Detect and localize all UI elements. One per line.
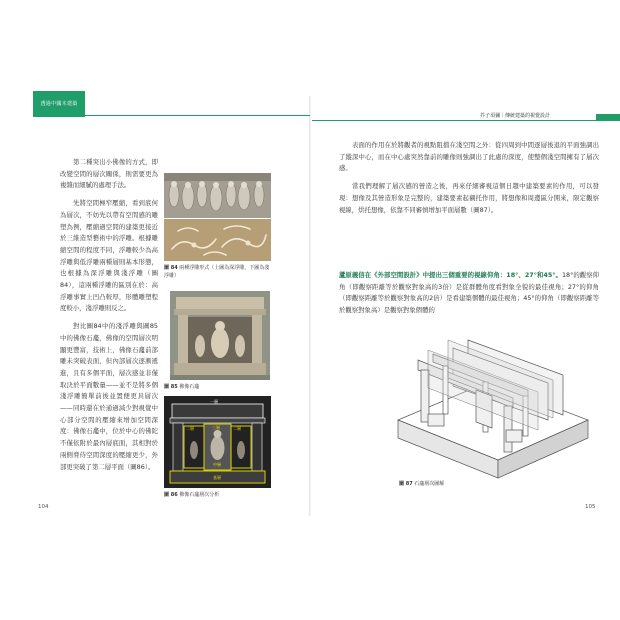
paragraph: 當我們理解了層次感的營造之後，再來仔細審視這個日趨中建築要素的作用，可以發現：想像及其營造形象是完整的，建築要素起襯托作用，將想像和周邊區分開來，限定觀察視線，烘托想像，依靠不同審慎增加平面層數（圖87）。 xyxy=(339,182,599,214)
layer-label: 一層 xyxy=(210,399,218,404)
fig86-caption xyxy=(164,491,284,499)
page-number-left: 104 xyxy=(38,504,49,510)
fig84-caption xyxy=(164,264,274,280)
chapter-tag: 透過中國木建築 xyxy=(33,91,85,117)
header-rule-right xyxy=(312,120,596,121)
layer-label: 二層 xyxy=(186,426,194,431)
layer-label: 二層 xyxy=(233,426,241,431)
deep-relief-photo xyxy=(164,173,271,218)
fig85-caption xyxy=(164,383,274,391)
gutter xyxy=(309,96,311,516)
caption-text: 佛像石龕層次分析 xyxy=(179,492,220,498)
highlight-rest: 18°的觀察仰角（即觀察距離等於觀察對象高的3倍）是從群體角度看對象全貌的最佳視角；27°的仰角（即觀察距離等於觀察對象高的2倍）是看建築個體的最佳視角；45°的仰角（即觀察距離等於觀察對象高）是觀察對象個體的 xyxy=(339,271,600,315)
caption-number: 圖 87 xyxy=(399,481,413,487)
caption-number: 圖 85 xyxy=(164,384,178,390)
caption-text: 兩種浮雕形式（上圖為深浮雕，下圖為淺浮雕） xyxy=(164,265,270,279)
caption-text: 佛像石龕 xyxy=(179,384,200,390)
paragraph: 先將空間極窄壓縮，看到底何為層次，不妨先以帶有空間感的雕塑為例，壓縮過空間的建築更接近於三維造型藝術中的浮雕。根據雕縮空間的程度不同，浮雕較少為高浮雕與低浮雕兩種層則基本形態，也根據為深浮雕與淺浮雕（圖84），這兩種浮雕的區別在於：高浮雕事實上凹凸較厚，形體雕塑程度較小，淺浮雕則反之。 xyxy=(60,199,158,313)
shallow-relief-photo xyxy=(164,219,271,261)
caption-text: 石龕層次圖解 xyxy=(414,481,445,487)
header-accent-block xyxy=(596,114,620,121)
key-paragraph xyxy=(339,270,599,317)
highlight-lead: 蘆原義信在《外部空間設計》中提出三個重要的視線仰角：18°、27°和45°。 xyxy=(339,271,562,279)
paragraph: 表面的作用在於將觀者的視點阻擋在淺空間之外：從四周到中間逐層後退的平面強調出了縱深中心，而在中心處突然靠前的雕像則強調出了此處的深度，使整個淺空間擁有了層次感。 xyxy=(339,141,599,173)
isometric-niche-diagram xyxy=(388,320,598,480)
fig87-caption xyxy=(399,480,519,488)
paragraph: 對比圖84中的淺浮雕與圖85中的佛像石龕，佛像的空間層次明顯更豐富，技術上，佛像石龕前部雕未突破表面，但內部層次逐漸遞進，且有多個平面，層次感並非僅取決於平面數量——並不是將多個淺浮雕簡單前後並置便更具層次——同時還在於通過減少對視覺中心部分空間的壓縮來增加空間深度：佛像石龕中，位於中心的佛陀不僅依附於最內層底面，其相對於兩側脅侍空間深度的壓縮更少，外部更突破了第二層平面（圖86）。 xyxy=(60,322,158,471)
paragraph: 第二種突出小佛像的方式，即改變空間的層次關係，則需要更為複雜而細膩的處理手法。 xyxy=(60,158,158,190)
caption-number: 圖 84 xyxy=(164,265,178,271)
niche-analysis-diagram xyxy=(164,396,271,488)
layer-label: 基層 xyxy=(213,475,221,480)
layer-label: 三層 xyxy=(212,425,220,430)
caption-number: 圖 86 xyxy=(164,492,178,498)
page-number-right: 105 xyxy=(585,504,596,510)
left-body-text xyxy=(60,157,158,473)
header-rule-left xyxy=(85,115,310,116)
buddha-niche-photo xyxy=(170,291,270,380)
running-title: 芥子須彌｜傳統建築的視覺設計 xyxy=(480,113,551,119)
layer-label: 中層 xyxy=(213,462,221,467)
right-body-text xyxy=(339,140,599,216)
